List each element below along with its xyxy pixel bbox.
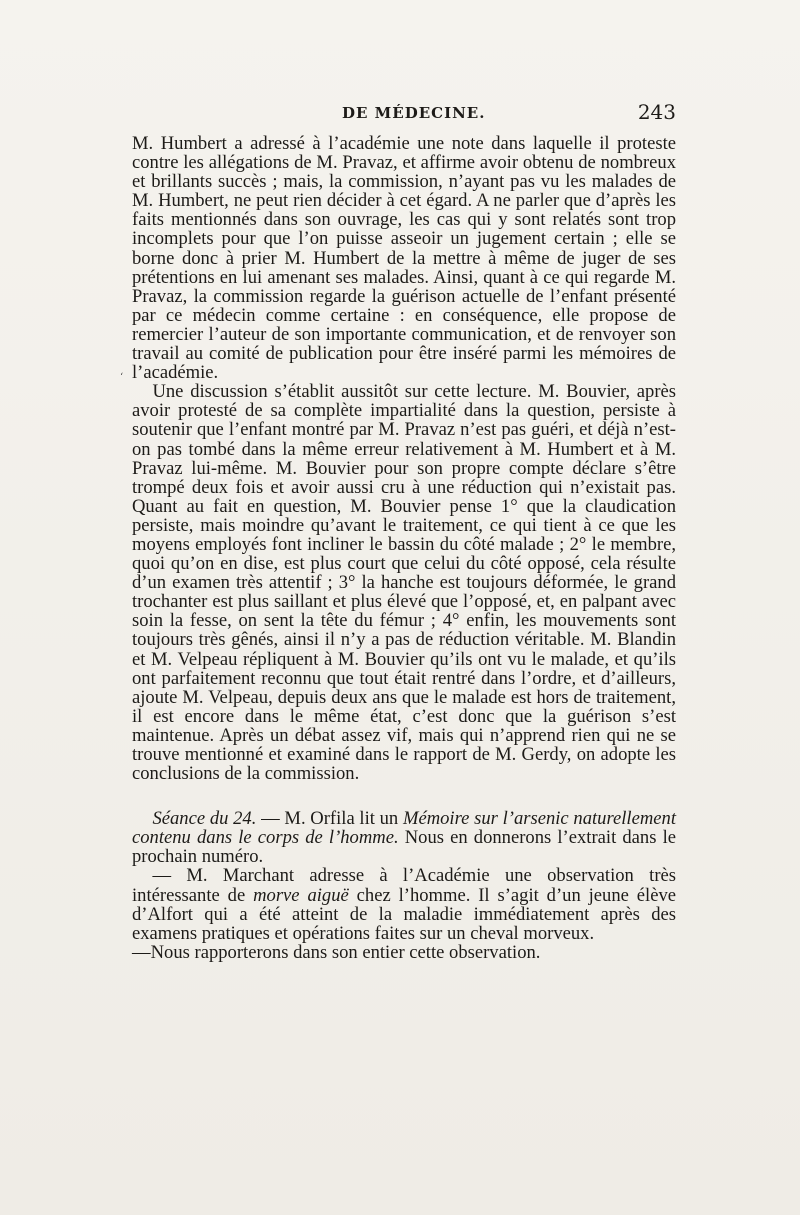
running-head: DE MÉDECINE. bbox=[342, 104, 486, 122]
paragraph-5: —Nous rapporterons dans son entier cette observation. bbox=[132, 941, 541, 963]
paragraph-2: Une discussion s’établit aussitôt sur cette lecture. M. Bouvier, après avoir protesté de sa complète impartialité dans la question, persiste à soutenir que l’enfant montré par M. Pravaz n’est pas guéri, et déjà n’est-on pas tombé dans la même erreur relativement à M. Humbert et à M. Pravaz lui-même. M. Bouvier pour son propre compte déclare s’être trompé deux fois et avoir aussi cru à une réduction qui n’existait pas. Quant au fait en question, M. Bouvier pense 1° que la claudication persiste, mais moindre qu’avant le traitement, ce qui tient à ce que les moyens employés font incliner le bassin du côté malade ; 2° le membre, quoi qu’on en dise, est plus court que celui du côté opposé, cela résulte d’un examen très attentif ; 3° la hanche est toujours déformée, le grand trochanter est plus saillant et plus élevé que l’opposé, et, en palpant avec soin la fesse, on sent la tête du fémur ; 4° enfin, les mouvements sont toujours très gênés, ainsi il n’y a pas de réduction véritable. M. Blandin et M. Velpeau répliquent à M. Bouvier qu’ils ont vu le malade, et qu’ils ont parfaitement reconnu que tout était rentré dans l’ordre, et d’ailleurs, ajoute M. Velpeau, depuis deux ans que le malade est hors de traitement, il est encore dans le même état, c’est donc que la guérison s’est maintenue. Après un débat assez vif, mais qui n’apprend rien qui ne se trouve mentionné et examiné dans le rapport de M. Gerdy, on adopte les conclusions de la commission. bbox=[132, 381, 676, 785]
margin-mark: ‘ bbox=[120, 372, 124, 383]
paragraph-4-text-a: — M. Marchant adresse à l’Académie une observation très intéressante de bbox=[132, 865, 676, 906]
paragraph-4-text-b: chez l’homme. Il s’agit d’un jeune élève d’Alfort qui a été atteint de la maladie immédiatement après des examens pratiques et opérations faites sur un cheval morveux. bbox=[132, 884, 677, 944]
memoire-title: Mémoire sur l’arsenic naturellement contenu dans le corps de l’homme. bbox=[132, 808, 676, 849]
seance-label: Séance du 24. bbox=[152, 808, 257, 830]
morve-aigue: morve aiguë bbox=[253, 884, 349, 906]
body-text bbox=[132, 134, 676, 962]
page-number: 243 bbox=[637, 100, 676, 124]
paragraph-4 bbox=[132, 866, 676, 942]
paragraph-1: M. Humbert a adressé à l’académie une note dans laquelle il proteste contre les allégations de M. Pravaz, et affirme avoir obtenu de nombreux et brillants succès ; mais, la commission, n’ayant pas vu les malades de M. Humbert, ne peut rien décider à cet égard. A ne parler que d’après les faits mentionnés dans son ouvrage, les cas qui y sont relatés sont trop incomplets pour que l’on puisse asseoir un jugement certain ; elle se borne donc à prier M. Humbert de la mettre à même de juger de ses prétentions en lui amenant ses malades. Ainsi, quant à ce qui regarde M. Pravaz, la commission regarde la guérison actuelle de l’enfant présenté par ce médecin comme certaine : en conséquence, elle propose de remercier l’auteur de son importante communication, et de renvoyer son travail au comité de publication pour être inséré parmi les mémoires de l’académie. bbox=[132, 133, 676, 384]
paragraph-3-text-b: Nous en donnerons l’extrait dans le prochain numéro. bbox=[132, 827, 676, 868]
paragraph-3 bbox=[132, 809, 676, 866]
paragraph-3-text-a: — M. Orfila lit un bbox=[256, 808, 403, 830]
paragraph-gap bbox=[132, 783, 676, 809]
page-header bbox=[132, 100, 676, 126]
